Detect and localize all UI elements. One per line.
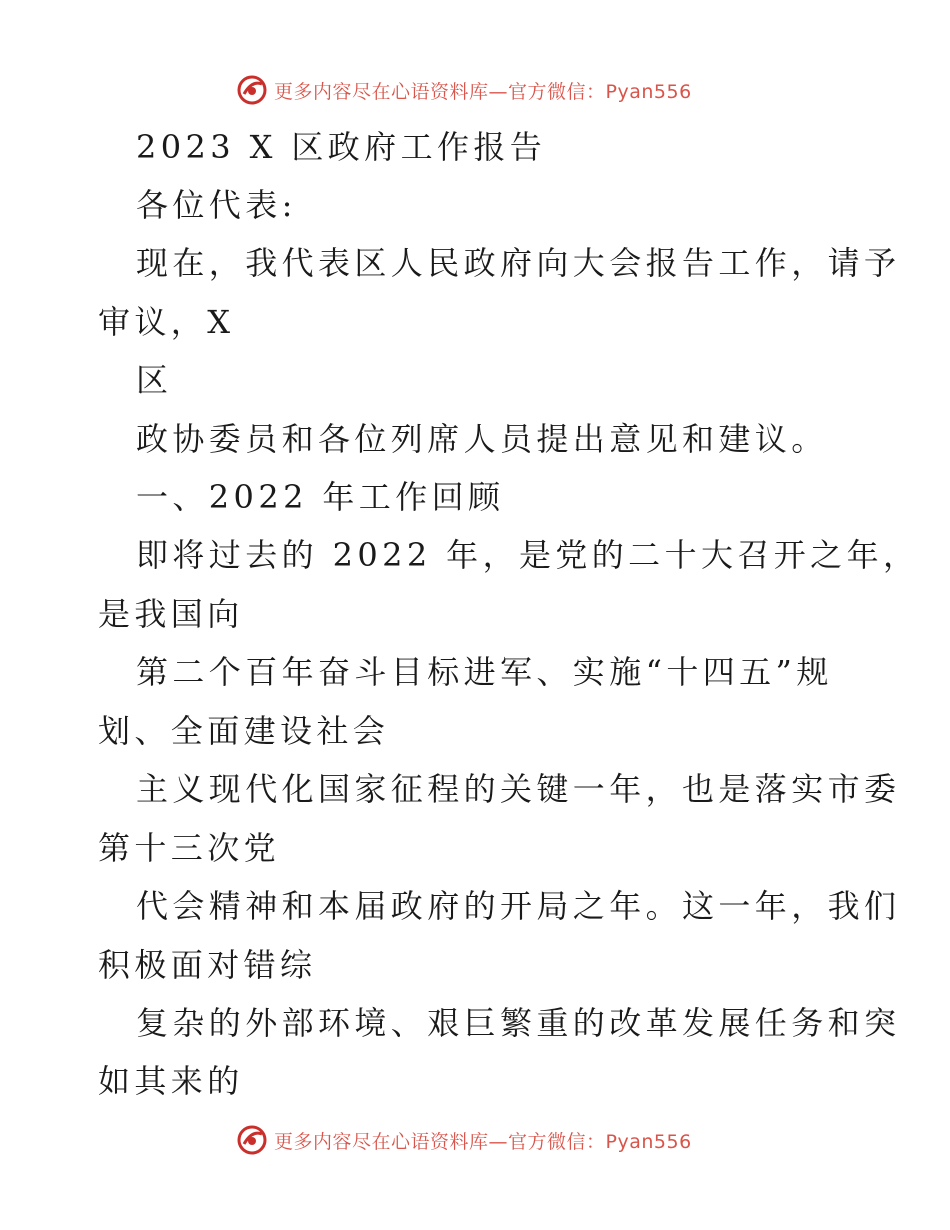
paragraph-line: 第二个百年奋斗目标进军、实施“十四五”规: [136, 653, 833, 691]
red-swirl-logo-icon: [236, 1124, 268, 1156]
paragraph-line: 第十三次党: [98, 829, 281, 867]
salutation: 各位代表:: [136, 186, 297, 224]
paragraph-line: 是我国向: [98, 595, 244, 633]
paragraph-line: 政协委员和各位列席人员提出意见和建议。: [136, 420, 828, 458]
watermark-text: 更多内容尽在心语资料库—官方微信：Pyan556: [274, 80, 692, 103]
paragraph-line: 审议，X: [98, 303, 235, 341]
paragraph-line: 代会精神和本届政府的开局之年。这一年，我们: [136, 887, 901, 925]
watermark-footer: [236, 1122, 716, 1158]
section-heading: 一、2022 年工作回顾: [136, 478, 505, 516]
watermark-text: 更多内容尽在心语资料库—官方微信：Pyan556: [274, 1130, 692, 1153]
paragraph-line: 复杂的外部环境、艰巨繁重的改革发展任务和突: [136, 1004, 901, 1042]
paragraph-line: 主义现代化国家征程的关键一年，也是落实市委: [136, 770, 901, 808]
document-title: 2023 X 区政府工作报告: [136, 128, 547, 166]
watermark-header: [236, 72, 716, 108]
paragraph-line: 划、全面建设社会: [98, 712, 390, 750]
paragraph-line: 区: [136, 361, 173, 399]
paragraph-line: 积极面对错综: [98, 946, 317, 984]
paragraph-line: 如其来的: [98, 1062, 244, 1100]
paragraph-line: 即将过去的 2022 年，是党的二十大召开之年，: [136, 536, 920, 574]
red-swirl-logo-icon: [236, 74, 268, 106]
paragraph-line: 现在，我代表区人民政府向大会报告工作，请予: [136, 244, 901, 282]
